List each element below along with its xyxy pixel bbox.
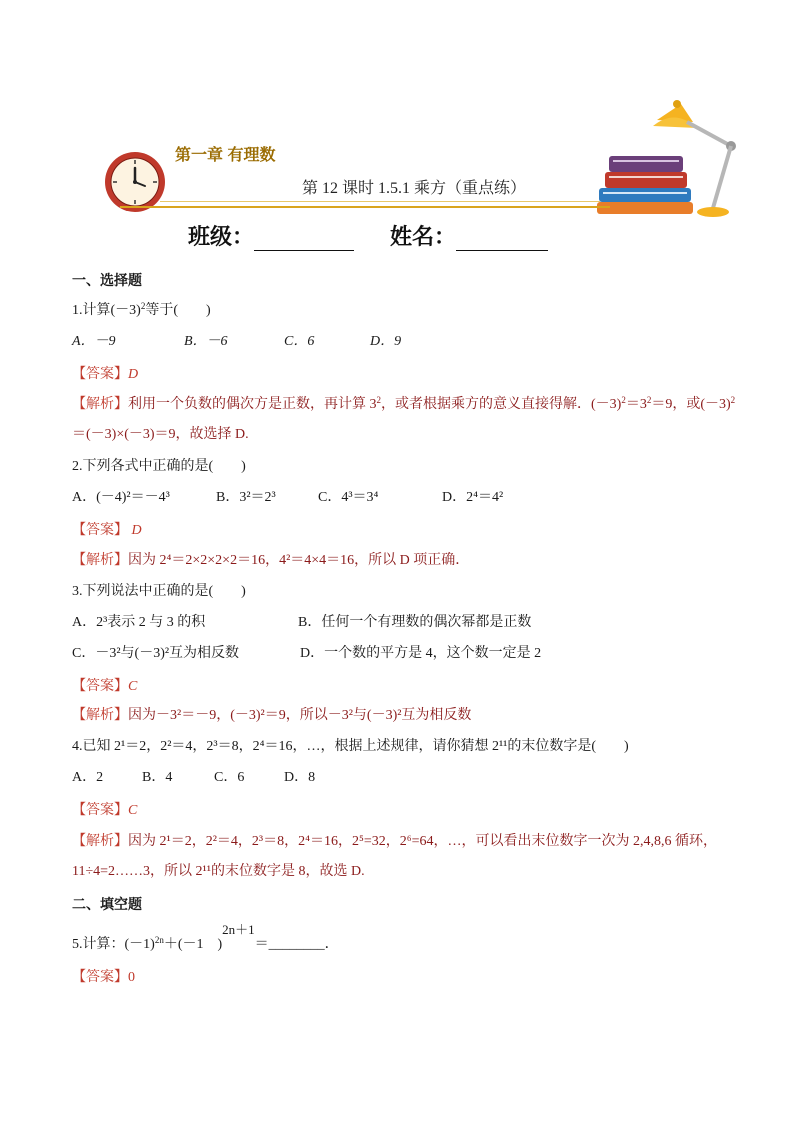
question-1-explanation-2: ＝(－3)×(－3)＝9，故选择 D. <box>72 427 249 442</box>
question-3-answer: 【答案】C <box>72 677 138 694</box>
lamp-books-illustration <box>595 98 745 220</box>
q4-option-d: D．8 <box>284 770 316 785</box>
q4-option-b: B．4 <box>142 770 173 785</box>
q3-option-b: B．任何一个有理数的偶次幂都是正数 <box>298 615 532 630</box>
q4-option-c: C．6 <box>214 770 245 785</box>
lesson-title: 第 12 课时 1.5.1 乘方（重点练） <box>302 180 527 197</box>
class-label: 班级： <box>188 224 255 249</box>
question-2-stem: 2.下列各式中正确的是( ) <box>72 459 246 474</box>
question-3-explanation: 【解析】因为－3²＝－9，(－3)²＝9，所以－3²与(－3)²互为相反数 <box>72 708 472 723</box>
question-2-options <box>72 488 503 508</box>
clock-icon <box>103 150 167 214</box>
chapter-title: 第一章 有理数 <box>175 147 276 164</box>
q3-option-a: A．2³表示 2 与 3 的积 <box>72 615 206 630</box>
q1-option-a: A．－9 <box>72 334 116 349</box>
question-2-explanation: 【解析】因为 2⁴＝2×2×2×2＝16，4²＝4×4＝16，所以 D 项正确． <box>72 553 470 568</box>
question-4-explanation: 【解析】因为 2¹＝2，2²＝4，2³＝8，2⁴＝16，2⁵=32，2⁶=64，…，可以看出末位数字一次为 2,4,8,6 循环， <box>72 834 718 849</box>
question-2-answer: 【答案】 D <box>72 521 142 538</box>
question-5-stem: 5.计算：$(-1)^{2n}+(-1$ )$^{2n+1}$＝________． <box>72 922 339 952</box>
q2-option-d: D．2⁴＝4² <box>442 490 504 505</box>
header-rule-thin <box>160 201 600 202</box>
question-4-options <box>72 768 315 788</box>
question-3-options-cd <box>72 644 541 664</box>
question-1-stem: 1.计算$(-3)^2$等于( ) <box>72 301 211 318</box>
question-3-options-ab <box>72 613 531 633</box>
question-4-explanation-2: 11÷4=2……3，所以 2¹¹的末位数字是 8，故选 D. <box>72 864 365 879</box>
question-4-answer: 【答案】C <box>72 801 138 818</box>
question-1-answer: 【答案】D <box>72 365 139 382</box>
q2-option-c: C．4³＝3⁴ <box>318 490 379 505</box>
question-5-answer: 【答案】0 <box>72 968 135 985</box>
question-1-explanation: 【解析】利用一个负数的偶次方是正数，再计算 $3^2$，或者根据乘方的意义直接得解．$(-3)^2=3^2=9$，或$(-3)^2$ <box>72 395 736 412</box>
question-3-stem: 3.下列说法中正确的是( ) <box>72 584 246 599</box>
section-heading-fill: 二、填空题 <box>72 896 142 912</box>
question-1-options <box>72 332 401 352</box>
q1-option-c: C．6 <box>284 334 315 349</box>
q3-option-c: C．－3²与(－3)²互为相反数 <box>72 646 240 661</box>
name-label: 姓名： <box>390 224 457 249</box>
q1-option-d: D．9 <box>370 334 402 349</box>
q2-option-a: A．(－4)²＝－4³ <box>72 490 170 505</box>
header-rule <box>120 206 610 208</box>
q2-option-b: B．3²＝2³ <box>216 490 276 505</box>
question-4-stem: 4.已知 2¹＝2，2²＝4，2³＝8，2⁴＝16，…，根据上述规律，请你猜想 2¹¹的末位数字是( ) <box>72 739 629 754</box>
q4-option-a: A．2 <box>72 770 104 785</box>
class-name-line <box>188 220 548 251</box>
name-blank <box>456 230 548 251</box>
section-heading-choice: 一、选择题 <box>72 272 142 288</box>
q3-option-d: D．一个数的平方是 4，这个数一定是 2 <box>300 646 542 661</box>
class-blank <box>254 230 354 251</box>
q1-option-b: B．－6 <box>184 334 228 349</box>
